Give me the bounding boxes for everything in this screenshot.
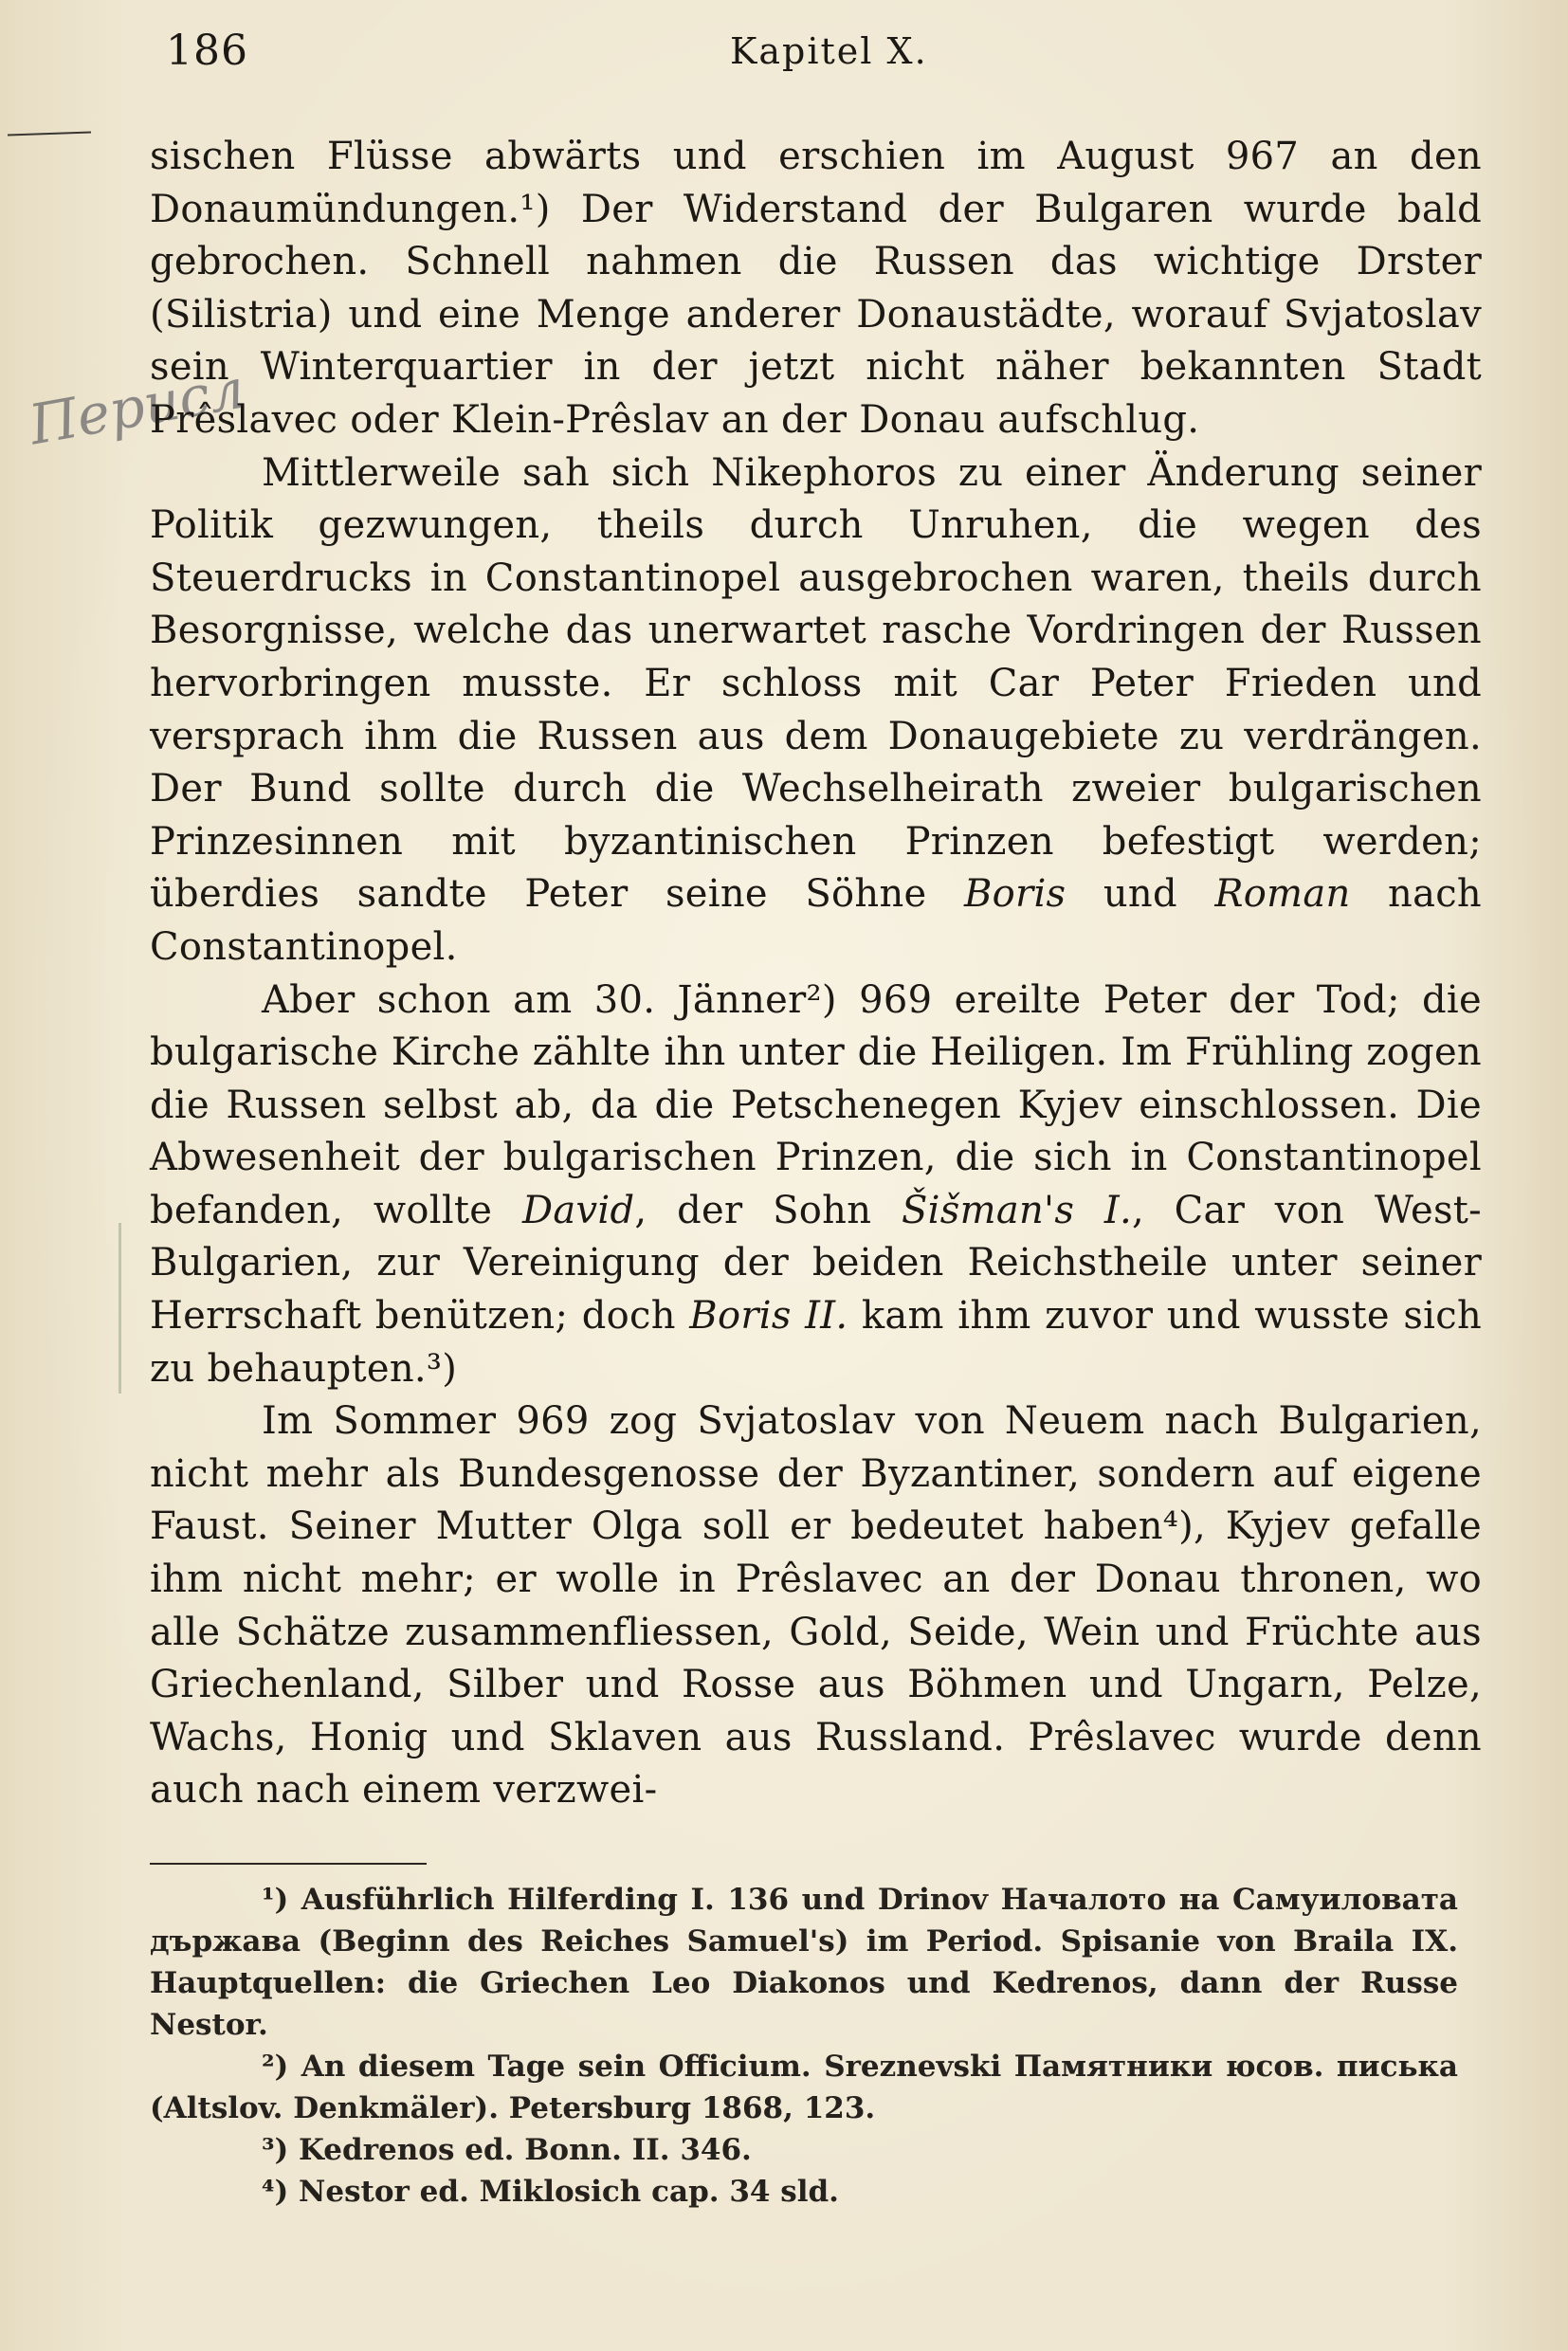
- paragraph-4: [150, 1395, 1482, 1817]
- paragraph-2-conjunction: und: [1066, 872, 1215, 917]
- paragraph-3-mid-2: , Car von West-Bulgarien, zur Vereinigung der beiden Reichstheile unter seiner Herrschaft benützen; doch: [150, 1188, 1482, 1339]
- paragraph-3-text: Aber schon am 30. Jänner²) 969 ereilte Peter der Tod; die bulgarische Kirche zählte ihn unter die Heiligen. Im Frühling zogen die Russen selbst ab, da die Petschenegen Kyjev einschlossen. Die Abwesenheit der bulgarischen Prinzen, die sich in Constantinopel befanden, wollte: [150, 977, 1482, 1232]
- paragraph-3: [150, 975, 1482, 1396]
- paragraph-1: [150, 131, 1482, 447]
- footnote-1: ¹) Ausführlich Hilferding I. 136 und Drinov Началото на Самуиловата държава (Beginn des Reiches Samuel's) im Period. Spisanie von Braila IX. Hauptquellen: die Griechen Leo Diakonos und Kedrenos, dann der Russe Nestor.: [150, 1883, 1458, 2042]
- paragraph-1-text: sischen Flüsse abwärts und erschien im August 967 an den Donaumündungen.¹) Der Widerstand der Bulgaren wurde bald gebrochen. Schnell nahmen die Russen das wichtige Drster (Silistria) und eine Menge anderer Donaustädte, worauf Svjatoslav sein Winterquartier in der jetzt nicht näher bekannten Stadt Prêslavec oder Klein-Prêslav an der Donau aufschlug.: [150, 135, 1482, 442]
- paragraph-2-end: nach Constantinopel.: [150, 872, 1482, 969]
- name-sisman: Šišman's I.: [901, 1188, 1132, 1232]
- name-roman: Roman: [1214, 872, 1351, 917]
- paragraph-2: [150, 447, 1482, 975]
- paragraph-3-mid-1: , der Sohn: [634, 1188, 902, 1232]
- running-head: Kapitel X.: [730, 30, 928, 72]
- name-david: David: [521, 1188, 635, 1232]
- paragraph-4-text: Im Sommer 969 zog Svjatoslav von Neuem nach Bulgarien, nicht mehr als Bundesgenosse der Byzantiner, sondern auf eigene Faust. Seiner Mutter Olga soll er bedeutet haben⁴), Kyjev gefalle ihm nicht mehr; er wolle in Prêslavec an der Donau thronen, wo alle Schätze zusammenfliessen, Gold, Seide, Wein und Früchte aus Griechenland, Silber und Rosse aus Böhmen und Ungarn, Pelze, Wachs, Honig und Sklaven aus Russland. Prêslavec wurde denn auch nach einem verzwei-: [150, 1399, 1482, 1813]
- paragraph-2-text: Mittlerweile sah sich Nikephoros zu einer Änderung seiner Politik gezwungen, theils durch Unruhen, die wegen des Steuerdrucks in Constantinopel ausgebrochen waren, theils durch Besorgnisse, welche das unerwartet rasche Vordringen der Russen hervorbringen musste. Er schloss mit Car Peter Frieden und versprach ihm die Russen aus dem Donaugebiete zu verdrängen. Der Bund sollte durch die Wechselheirath zweier bulgarischen Prinzesinnen mit byzantinischen Prinzen befestigt werden; überdies sandte Peter seine Söhne: [150, 450, 1482, 917]
- footnote-3: ³) Kedrenos ed. Bonn. II. 346.: [262, 2133, 752, 2167]
- handwritten-margin-note: Перисл: [24, 355, 249, 458]
- main-text: [150, 131, 1482, 1817]
- name-boris: Boris: [963, 872, 1067, 917]
- paragraph-3-end: kam ihm zuvor und wusste sich zu behaupten.³): [150, 1294, 1483, 1391]
- margin-pencil-mark: [119, 1223, 121, 1394]
- footnote-2: ²) An diesem Tage sein Officium. Sreznevski Памятники юсов. писька (Altslov. Denkmäler). Petersburg 1868, 123.: [150, 2050, 1458, 2125]
- name-boris-ii: Boris II.: [689, 1294, 848, 1339]
- margin-pen-stroke: [8, 131, 91, 136]
- footnotes: [150, 1879, 1458, 2213]
- page-number: 186: [166, 27, 248, 75]
- page-header: [166, 27, 1484, 83]
- footnote-4: ⁴) Nestor ed. Miklosich cap. 34 sld.: [262, 2175, 839, 2209]
- footnote-divider: [150, 1863, 427, 1865]
